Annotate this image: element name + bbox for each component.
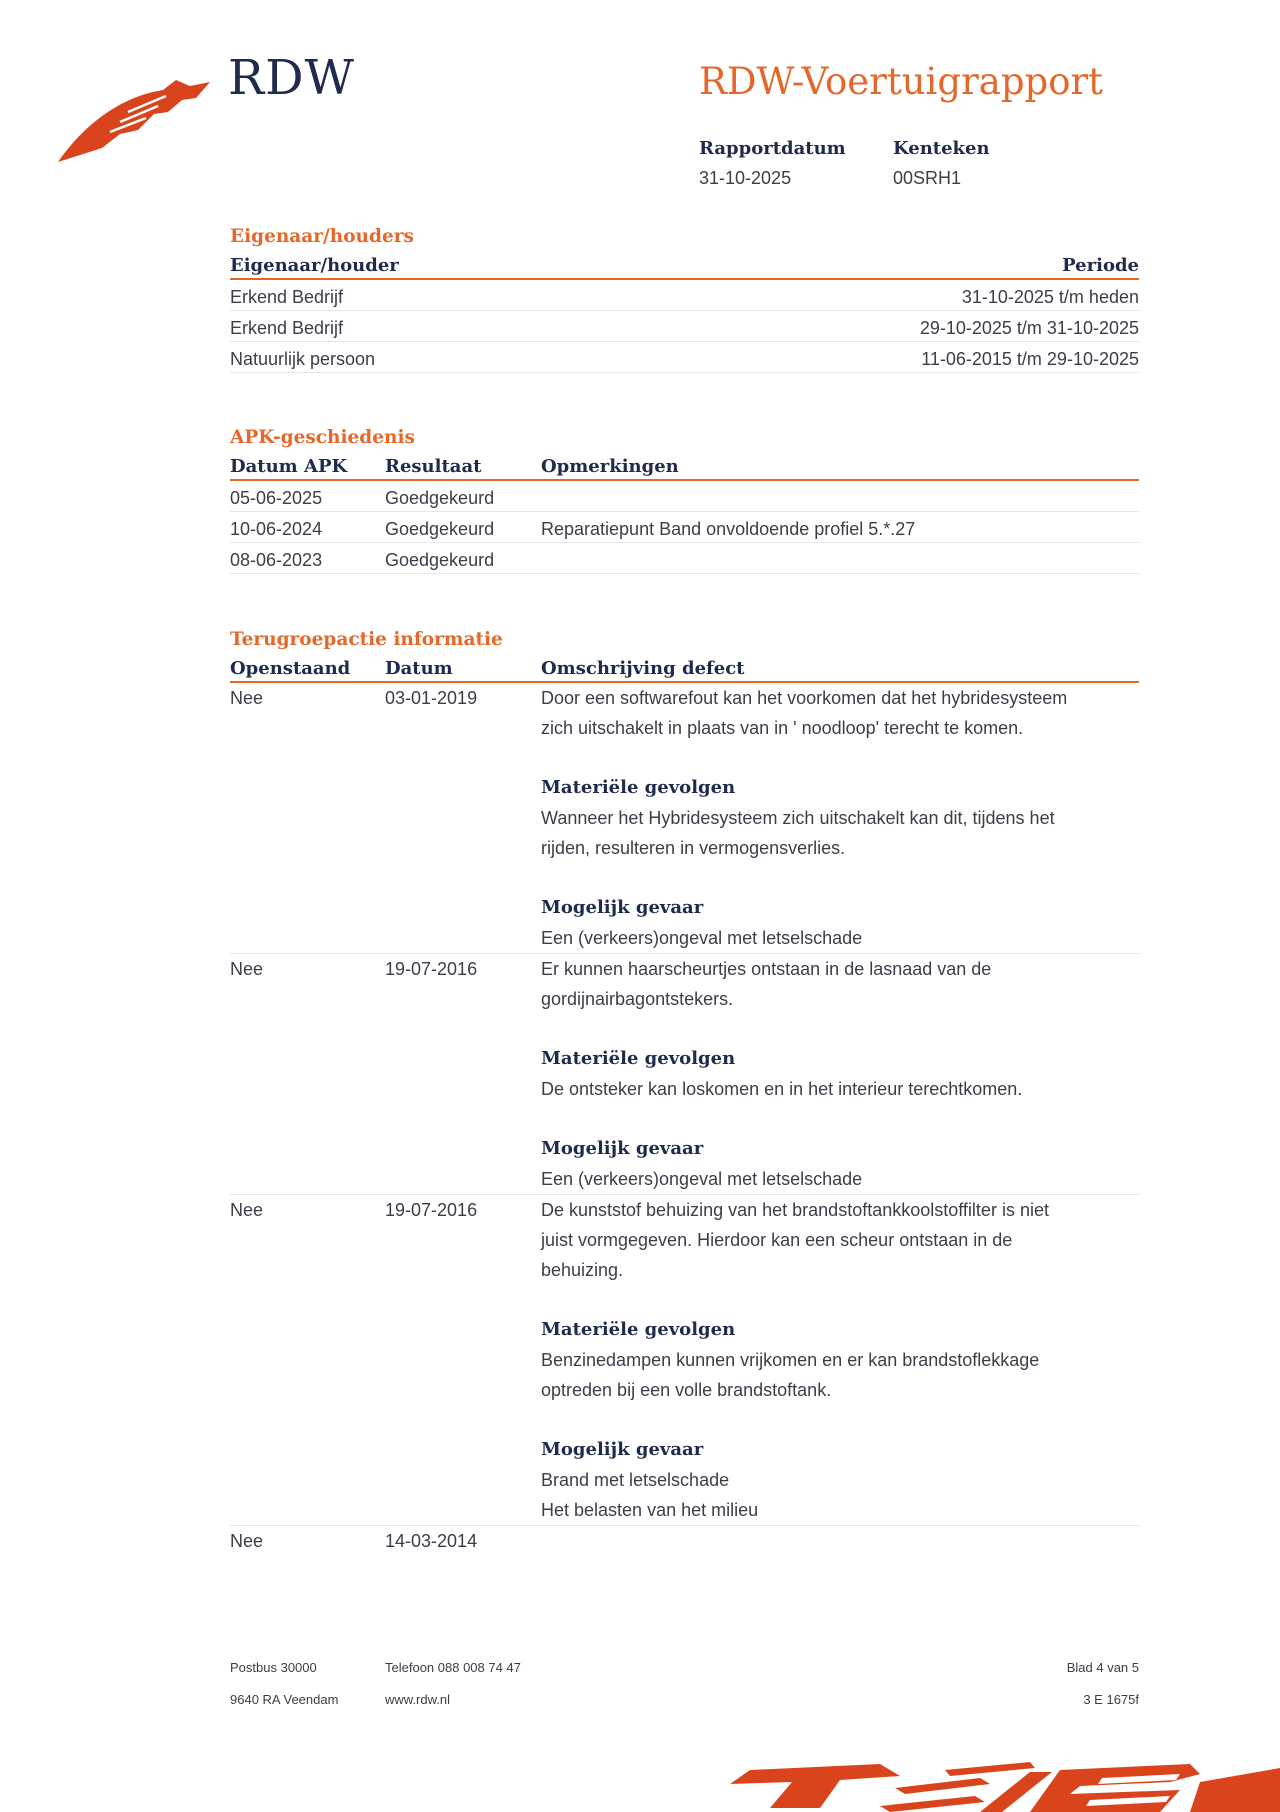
consequences-line: De ontsteker kan loskomen en in het interieur terechtkomen. — [541, 1079, 1023, 1099]
recall-detail — [541, 1526, 1139, 1556]
apk-remarks-cell: Reparatiepunt Band onvoldoende profiel 5.*.27 — [541, 519, 916, 539]
table-row — [230, 280, 1139, 311]
decorative-stripes-icon — [730, 1762, 1280, 1812]
danger-label: Mogelijk gevaar — [541, 897, 704, 918]
recall-row — [230, 1195, 1139, 1526]
apk-date-cell: 05-06-2025 — [230, 488, 323, 508]
footer-address1: Postbus 30000 — [230, 1660, 317, 1675]
recall-open-cell: Nee — [230, 1531, 264, 1551]
owner-cell: Erkend Bedrijf — [230, 318, 344, 338]
owners-title: Eigenaar/houders — [230, 226, 414, 247]
recall-detail — [541, 683, 1139, 953]
description-line: juist vormgegeven. Hierdoor kan een scheur ontstaan in de — [541, 1230, 1013, 1250]
table-row — [230, 481, 1139, 512]
report-title: RDW-Voertuigrapport — [699, 60, 1104, 103]
apk-result-cell: Goedgekeurd — [385, 488, 495, 508]
recall-col-date: Datum — [385, 657, 453, 679]
recall-open-cell: Nee — [230, 688, 264, 708]
logo-text: RDW — [228, 50, 355, 106]
plate-value: 00SRH1 — [893, 168, 962, 188]
recall-date-cell: 03-01-2019 — [385, 688, 478, 708]
consequences-label: Materiële gevolgen — [541, 1319, 736, 1340]
owner-cell: Erkend Bedrijf — [230, 287, 344, 307]
description-line: De kunststof behuizing van het brandstoftankkoolstoffilter is niet — [541, 1200, 1049, 1220]
recall-detail — [541, 1195, 1139, 1525]
danger-line: Een (verkeers)ongeval met letselschade — [541, 1169, 863, 1189]
owners-header — [230, 250, 1139, 280]
danger-line: Het belasten van het milieu — [541, 1500, 759, 1520]
recall-header — [230, 653, 1139, 683]
plate-label: Kenteken — [893, 138, 990, 159]
report-date-value: 31-10-2025 — [699, 168, 792, 188]
footer-page: Blad 4 van 5 — [1066, 1660, 1139, 1675]
footer-line — [230, 1688, 1139, 1720]
apk-col-date: Datum APK — [230, 455, 348, 477]
apk-result-cell: Goedgekeurd — [385, 519, 495, 539]
recall-row — [230, 1526, 1139, 1556]
recall-col-open: Openstaand — [230, 657, 351, 679]
recall-section — [230, 627, 1139, 1556]
apk-section — [230, 425, 1139, 574]
rdw-logo-icon — [58, 78, 210, 162]
owners-col-period: Periode — [1062, 254, 1139, 276]
period-cell: 11-06-2015 t/m 29-10-2025 — [921, 349, 1139, 369]
table-row — [230, 543, 1139, 574]
description-line: Door een softwarefout kan het voorkomen dat het hybridesysteem — [541, 688, 1068, 708]
recall-row — [230, 954, 1139, 1195]
footer-line — [230, 1656, 1139, 1688]
table-row — [230, 342, 1139, 373]
apk-col-result: Resultaat — [385, 455, 482, 477]
consequences-line: Benzinedampen kunnen vrijkomen en er kan brandstoflekkage — [541, 1350, 1040, 1370]
period-cell: 29-10-2025 t/m 31-10-2025 — [919, 318, 1139, 338]
recall-col-desc: Omschrijving defect — [541, 657, 745, 679]
description-line: gordijnairbagontstekers. — [541, 989, 734, 1009]
description-line: zich uitschakelt in plaats van in ' noodloop' terecht te komen. — [541, 718, 1024, 738]
table-row — [230, 311, 1139, 342]
report-date-label: Rapportdatum — [699, 138, 846, 159]
description-line: behuizing. — [541, 1260, 624, 1280]
recall-date-cell: 14-03-2014 — [385, 1531, 478, 1551]
recall-date-cell: 19-07-2016 — [385, 959, 478, 979]
recall-date-cell: 19-07-2016 — [385, 1200, 478, 1220]
recall-title: Terugroepactie informatie — [230, 629, 503, 650]
report-date-block — [699, 136, 846, 194]
owners-section — [230, 224, 1139, 373]
owner-cell: Natuurlijk persoon — [230, 349, 376, 369]
footer-phone: Telefoon 088 008 74 47 — [385, 1660, 521, 1675]
apk-col-remarks: Opmerkingen — [541, 455, 679, 477]
period-cell: 31-10-2025 t/m heden — [961, 287, 1139, 307]
consequences-label: Materiële gevolgen — [541, 1048, 736, 1069]
owners-col-owner: Eigenaar/houder — [230, 254, 399, 276]
consequences-line: rijden, resulteren in vermogensverlies. — [541, 838, 846, 858]
consequences-label: Materiële gevolgen — [541, 777, 736, 798]
apk-title: APK-geschiedenis — [230, 427, 415, 448]
apk-date-cell: 10-06-2024 — [230, 519, 323, 539]
footer-code: 3 E 1675f — [1083, 1692, 1139, 1707]
footer-address2: 9640 RA Veendam — [230, 1692, 339, 1707]
recall-row — [230, 683, 1139, 954]
apk-result-cell: Goedgekeurd — [385, 550, 495, 570]
consequences-line: Wanneer het Hybridesysteem zich uitschakelt kan dit, tijdens het — [541, 808, 1055, 828]
consequences-line: optreden bij een volle brandstoftank. — [541, 1380, 832, 1400]
footer-website: www.rdw.nl — [385, 1692, 451, 1707]
apk-header — [230, 451, 1139, 481]
apk-date-cell: 08-06-2023 — [230, 550, 323, 570]
danger-line: Een (verkeers)ongeval met letselschade — [541, 928, 863, 948]
danger-line: Brand met letselschade — [541, 1470, 730, 1490]
danger-label: Mogelijk gevaar — [541, 1439, 704, 1460]
recall-open-cell: Nee — [230, 959, 264, 979]
plate-block — [893, 136, 990, 194]
danger-label: Mogelijk gevaar — [541, 1138, 704, 1159]
recall-detail — [541, 954, 1139, 1194]
recall-open-cell: Nee — [230, 1200, 264, 1220]
table-row — [230, 512, 1139, 543]
footer — [230, 1656, 1139, 1720]
description-line: Er kunnen haarscheurtjes ontstaan in de lasnaad van de — [541, 959, 992, 979]
